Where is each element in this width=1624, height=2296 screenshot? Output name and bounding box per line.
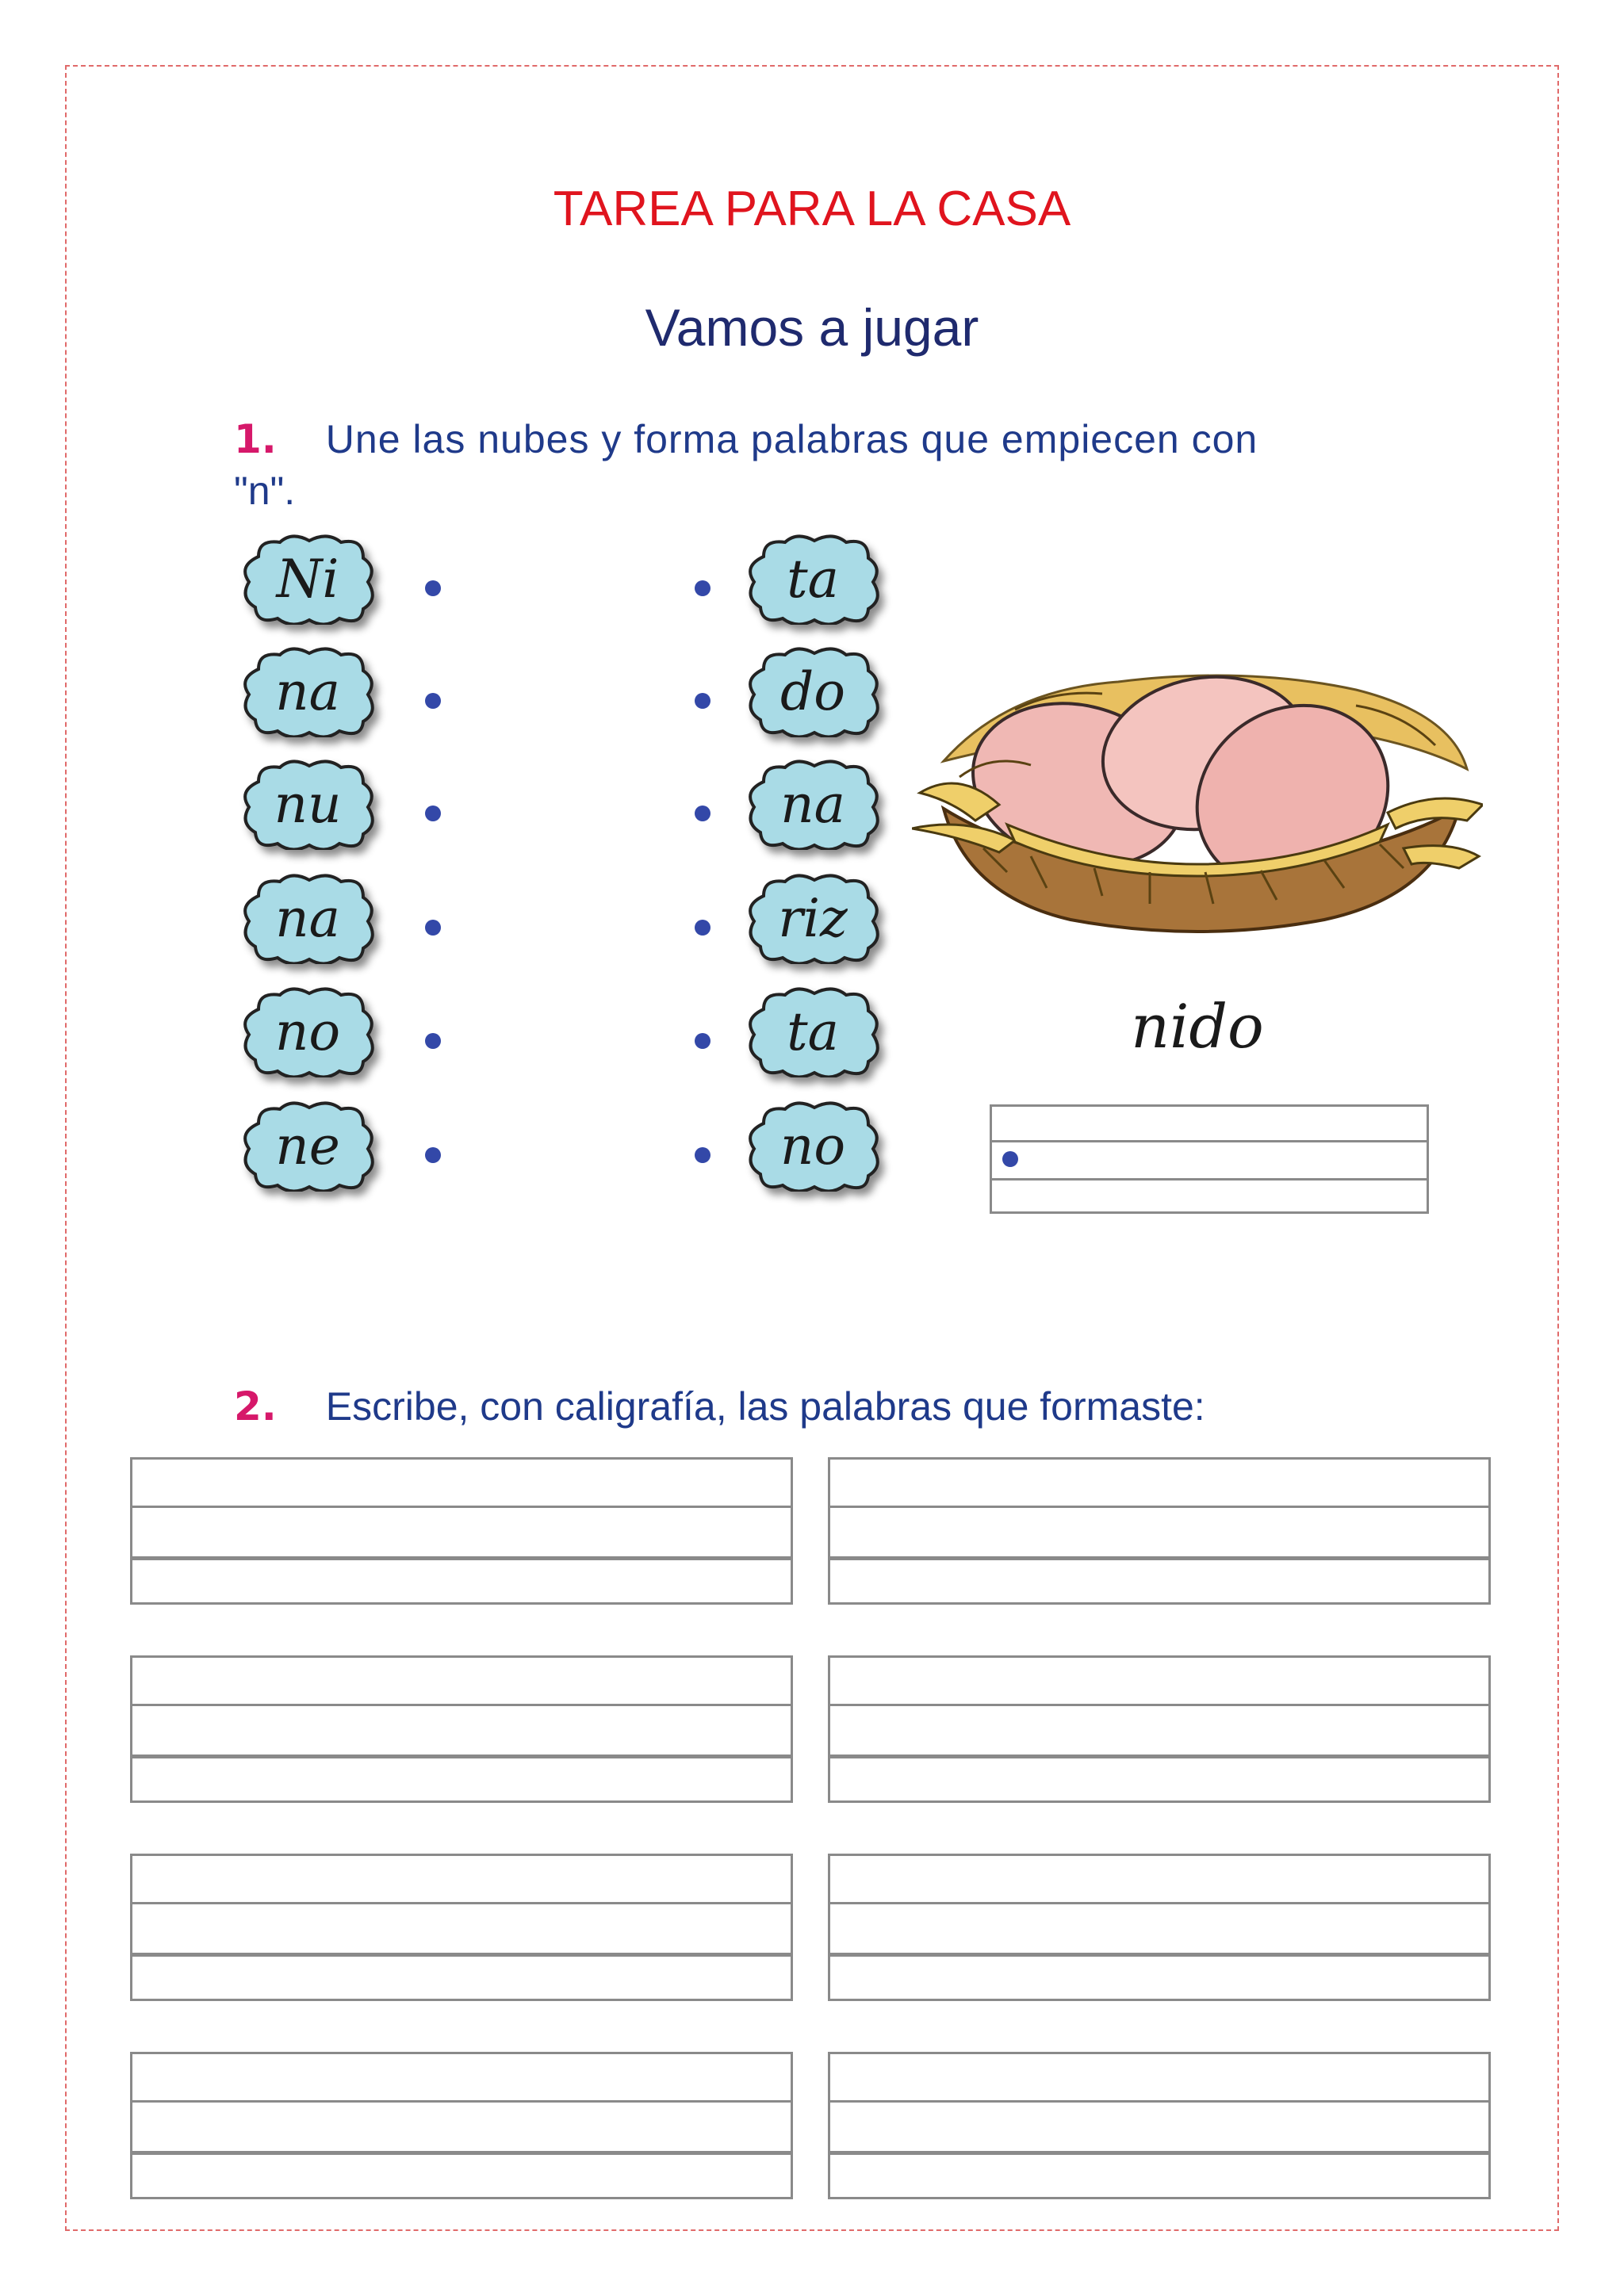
writing-lines-box[interactable] xyxy=(130,1655,793,1803)
left-connect-dot[interactable] xyxy=(425,693,441,709)
exercise-1-text: Une las nubes y forma palabras que empiecen con xyxy=(325,417,1258,461)
left-syllable-cloud xyxy=(236,533,379,625)
right-syllable-cloud xyxy=(741,533,884,625)
writing-base-line xyxy=(132,2151,791,2155)
writing-base-line xyxy=(132,1953,791,1957)
right-connect-dot[interactable] xyxy=(695,1147,710,1163)
syllable-text: na xyxy=(275,660,340,722)
writing-base-line xyxy=(830,2151,1488,2155)
syllable-text: do xyxy=(780,660,845,722)
example-word-nido: nido xyxy=(1131,991,1264,1062)
left-syllable-cloud xyxy=(236,645,379,737)
writing-lines-box[interactable] xyxy=(828,1457,1491,1605)
exercise-2-instruction xyxy=(234,1383,1423,1429)
writing-guide-line xyxy=(132,1704,791,1706)
writing-base-line xyxy=(830,1953,1488,1957)
writing-lines-box[interactable] xyxy=(828,2052,1491,2199)
left-syllable-cloud xyxy=(236,1100,379,1192)
example-writing-lines xyxy=(990,1104,1429,1214)
page-title: TAREA PARA LA CASA xyxy=(553,182,1071,236)
exercise-1-instruction-cont: "n". xyxy=(234,469,296,513)
left-connect-dot[interactable] xyxy=(425,806,441,821)
writing-base-line xyxy=(132,1755,791,1758)
writing-guide-line xyxy=(992,1178,1427,1181)
writing-base-line xyxy=(132,1556,791,1560)
right-connect-dot[interactable] xyxy=(695,580,710,596)
right-connect-dot[interactable] xyxy=(695,806,710,821)
syllable-text: no xyxy=(274,1001,341,1062)
right-syllable-cloud xyxy=(741,985,884,1077)
syllable-text: riz xyxy=(778,887,848,949)
writing-guide-line xyxy=(132,1902,791,1904)
exercise-2-text: Escribe, con caligrafía, las palabras que formaste: xyxy=(325,1384,1205,1429)
syllable-text: ta xyxy=(787,1001,839,1062)
right-connect-dot[interactable] xyxy=(695,920,710,936)
right-connect-dot[interactable] xyxy=(695,693,710,709)
syllable-text: na xyxy=(780,773,845,835)
exercise-1-instruction xyxy=(234,416,1392,462)
left-connect-dot[interactable] xyxy=(425,920,441,936)
right-syllable-cloud xyxy=(741,645,884,737)
writing-guide-line xyxy=(830,1902,1488,1904)
writing-guide-line xyxy=(830,2100,1488,2103)
nest-with-eggs-illustration xyxy=(912,634,1483,936)
page-subtitle: Vamos a jugar xyxy=(645,298,979,357)
writing-guide-line xyxy=(132,2100,791,2103)
right-syllable-cloud xyxy=(741,1100,884,1192)
writing-base-line xyxy=(830,1556,1488,1560)
syllable-text: ta xyxy=(787,548,839,610)
writing-guide-line xyxy=(992,1140,1427,1142)
writing-lines-box[interactable] xyxy=(130,2052,793,2199)
right-syllable-cloud xyxy=(741,872,884,964)
left-connect-dot[interactable] xyxy=(425,1147,441,1163)
left-syllable-cloud xyxy=(236,985,379,1077)
writing-base-line xyxy=(830,1755,1488,1758)
writing-guide-line xyxy=(830,1704,1488,1706)
exercise-1-number: 1. xyxy=(234,416,277,462)
writing-guide-line xyxy=(830,1506,1488,1508)
writing-lines-box[interactable] xyxy=(130,1854,793,2001)
syllable-text: Ni xyxy=(276,548,339,610)
syllable-text: na xyxy=(275,887,340,949)
left-syllable-cloud xyxy=(236,872,379,964)
writing-guide-line xyxy=(132,1506,791,1508)
writing-lines-box[interactable] xyxy=(828,1655,1491,1803)
syllable-text: no xyxy=(779,1115,846,1177)
syllable-text: nu xyxy=(274,773,342,835)
right-syllable-cloud xyxy=(741,758,884,850)
writing-lines-box[interactable] xyxy=(828,1854,1491,2001)
syllable-text: ne xyxy=(275,1115,340,1177)
left-connect-dot[interactable] xyxy=(425,580,441,596)
writing-lines-box[interactable] xyxy=(130,1457,793,1605)
left-syllable-cloud xyxy=(236,758,379,850)
left-connect-dot[interactable] xyxy=(425,1033,441,1049)
exercise-2-number: 2. xyxy=(234,1383,277,1429)
example-dot xyxy=(1002,1151,1018,1167)
right-connect-dot[interactable] xyxy=(695,1033,710,1049)
